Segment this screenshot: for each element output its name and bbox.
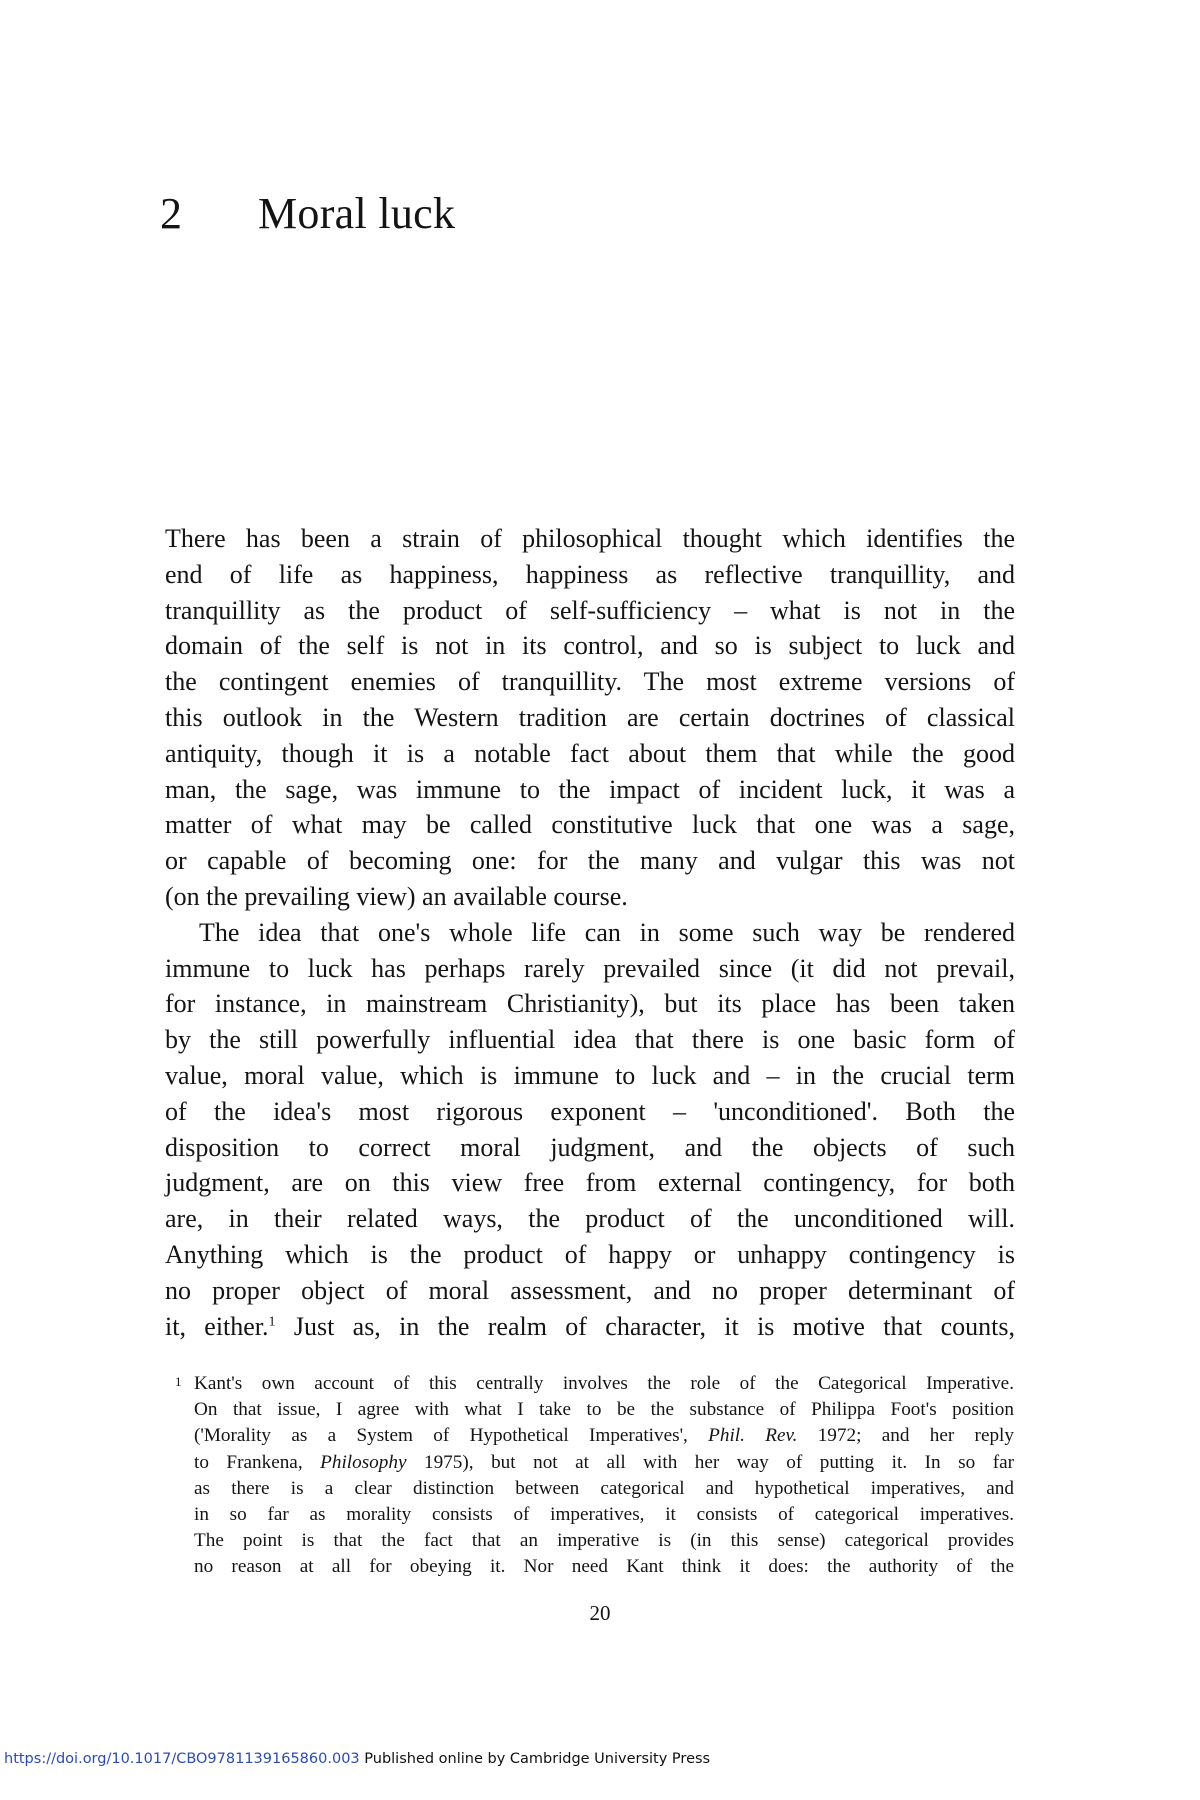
text-line: There has been a strain of philosophical thought which identifies the xyxy=(165,524,1015,553)
chapter-number: 2 xyxy=(160,189,183,238)
text-line: value, moral value, which is immune to luck and – in the crucial term xyxy=(165,1060,1015,1090)
footnote-line xyxy=(194,1450,1014,1476)
publisher-note: Published online by Cambridge University Press xyxy=(359,1751,711,1767)
text-fragment: ('Morality as a System of Hypothetical Imperatives', xyxy=(194,1425,709,1447)
text-line: this outlook in the Western tradition are certain doctrines of classical xyxy=(165,702,1015,732)
text-line: no proper object of moral assessment, and no proper determinant of xyxy=(165,1275,1015,1305)
doi-footer xyxy=(4,1751,710,1767)
text-fragment: Just as, in the realm of character, it is motive that counts, xyxy=(275,1311,1015,1341)
text-line: (on the prevailing view) an available course. xyxy=(165,881,628,911)
journal-title: Philosophy xyxy=(320,1451,407,1473)
text-line: end of life as happiness, happiness as reflective tranquillity, and xyxy=(165,559,1015,589)
text-line: are, in their related ways, the product of the unconditioned will. xyxy=(165,1204,1015,1234)
footnote-line: Kant's own account of this centrally involves the role of the Categorical Imperative. xyxy=(194,1373,1014,1394)
text-fragment: to Frankena, xyxy=(194,1451,321,1473)
text-line xyxy=(165,1309,1015,1345)
text-line: domain of the self is not in its control, and so is subject to luck and xyxy=(165,631,1015,661)
footnote-line: as there is a clear distinction between categorical and hypothetical imperatives, and xyxy=(194,1477,1014,1499)
footnote-line: The point is that the fact that an imperative is (in this sense) categorical provides xyxy=(194,1530,1014,1552)
footnote xyxy=(175,1371,1014,1581)
text-line: judgment, are on this view free from external contingency, for both xyxy=(165,1168,1015,1198)
text-line: tranquillity as the product of self-sufficiency – what is not in the xyxy=(165,595,1015,625)
text-line: immune to luck has perhaps rarely prevailed since (it did not prevail, xyxy=(165,953,1015,983)
text-line: The idea that one's whole life can in some such way be rendered xyxy=(199,917,1015,947)
doi-link[interactable]: https://doi.org/10.1017/CBO9781139165860.003 xyxy=(4,1751,360,1767)
text-line: of the idea's most rigorous exponent – 'unconditioned'. Both the xyxy=(165,1096,1015,1126)
footnote-line: no reason at all for obeying it. Nor need Kant think it does: the authority of the xyxy=(194,1556,1014,1578)
text-line: disposition to correct moral judgment, and the objects of such xyxy=(165,1132,1015,1162)
chapter-title: Moral luck xyxy=(258,189,456,238)
footnote-reference[interactable]: 1 xyxy=(268,1313,276,1329)
text-line: by the still powerfully influential idea that there is one basic form of xyxy=(165,1025,1015,1055)
paragraph-1 xyxy=(165,521,1015,915)
text-line: Anything which is the product of happy or unhappy contingency is xyxy=(165,1239,1015,1269)
text-line: the contingent enemies of tranquillity. The most extreme versions of xyxy=(165,667,1015,697)
text-fragment: 1975), but not at all with her way of putting it. In so far xyxy=(406,1451,1014,1473)
chapter-heading xyxy=(160,188,455,239)
body-text xyxy=(165,521,1015,1344)
footnote-line: in so far as morality consists of imperatives, it consists of categorical imperatives. xyxy=(194,1504,1014,1526)
text-fragment: 1972; and her reply xyxy=(797,1425,1014,1447)
text-fragment: it, either. xyxy=(165,1311,269,1341)
footnote-number: 1 xyxy=(175,1374,182,1389)
footnote-line xyxy=(194,1423,1014,1449)
footnote-line: On that issue, I agree with what I take to be the substance of Philippa Foot's position xyxy=(194,1399,1014,1421)
text-line: man, the sage, was immune to the impact of incident luck, it was a xyxy=(165,774,1015,804)
journal-title: Phil. Rev. xyxy=(708,1425,798,1447)
text-line: for instance, in mainstream Christianity), but its place has been taken xyxy=(165,989,1015,1019)
text-line: or capable of becoming one: for the many and vulgar this was not xyxy=(165,846,1015,876)
paragraph-2 xyxy=(165,915,1015,1345)
text-line: antiquity, though it is a notable fact about them that while the good xyxy=(165,738,1015,768)
text-line: matter of what may be called constitutive luck that one was a sage, xyxy=(165,810,1015,840)
page-number: 20 xyxy=(589,1601,611,1625)
